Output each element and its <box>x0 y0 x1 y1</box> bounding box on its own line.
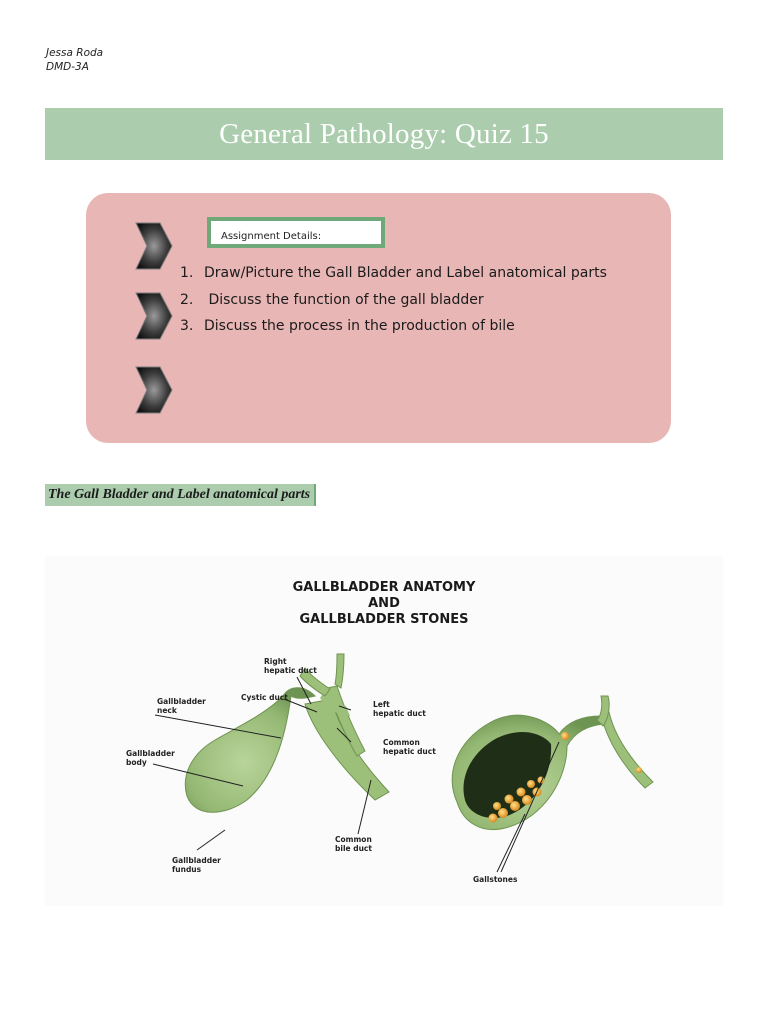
chevron-arrow-icon <box>134 292 174 340</box>
figure-title <box>45 580 723 628</box>
section-heading: The Gall Bladder and Label anatomical parts <box>45 484 316 506</box>
label-right-hepatic-duct: Right hepatic duct <box>264 657 317 675</box>
label-gallbladder-body: Gallbladder body <box>126 749 175 767</box>
task-text: Draw/Picture the Gall Bladder and Label anatomical parts <box>204 265 607 281</box>
figure-title-line: AND <box>368 596 400 611</box>
figure-title-line: GALLBLADDER ANATOMY <box>292 580 476 595</box>
label-common-bile-duct: Common bile duct <box>335 835 372 853</box>
author-name: Jessa Roda <box>46 47 104 59</box>
label-cystic-duct: Cystic duct <box>241 693 288 702</box>
author-block <box>46 46 103 74</box>
task-list <box>180 263 607 343</box>
chevron-arrow-icon <box>134 366 174 414</box>
task-item: 3. Discuss the process in the production of bile <box>180 318 515 334</box>
page-title: General Pathology: Quiz 15 <box>219 117 549 150</box>
label-left-hepatic-duct: Left hepatic duct <box>373 700 426 718</box>
label-common-hepatic-duct: Common hepatic duct <box>383 738 436 756</box>
author-section: DMD-3A <box>46 61 89 73</box>
gallbladder-diagram <box>185 654 389 812</box>
task-item: 1. Draw/Picture the Gall Bladder and Label anatomical parts <box>180 265 607 281</box>
label-gallbladder-neck: Gallbladder neck <box>157 697 206 715</box>
task-text: Discuss the process in the production of bile <box>204 318 515 334</box>
task-item: 2. Discuss the function of the gall bladder <box>180 291 484 308</box>
task-text: Discuss the function of the gall bladder <box>204 291 484 308</box>
label-gallbladder-fundus: Gallbladder fundus <box>172 856 221 874</box>
gallbladder-figure <box>45 556 723 906</box>
gallbladder-stones-diagram <box>452 696 653 830</box>
chevron-arrow-icon <box>134 222 174 270</box>
figure-title-line: GALLBLADDER STONES <box>299 612 469 627</box>
assignment-panel <box>86 193 671 443</box>
title-banner <box>45 108 723 160</box>
assignment-details-label: Assignment Details: <box>221 231 322 242</box>
label-gallstones: Gallstones <box>473 875 518 884</box>
assignment-details-box <box>207 217 385 248</box>
